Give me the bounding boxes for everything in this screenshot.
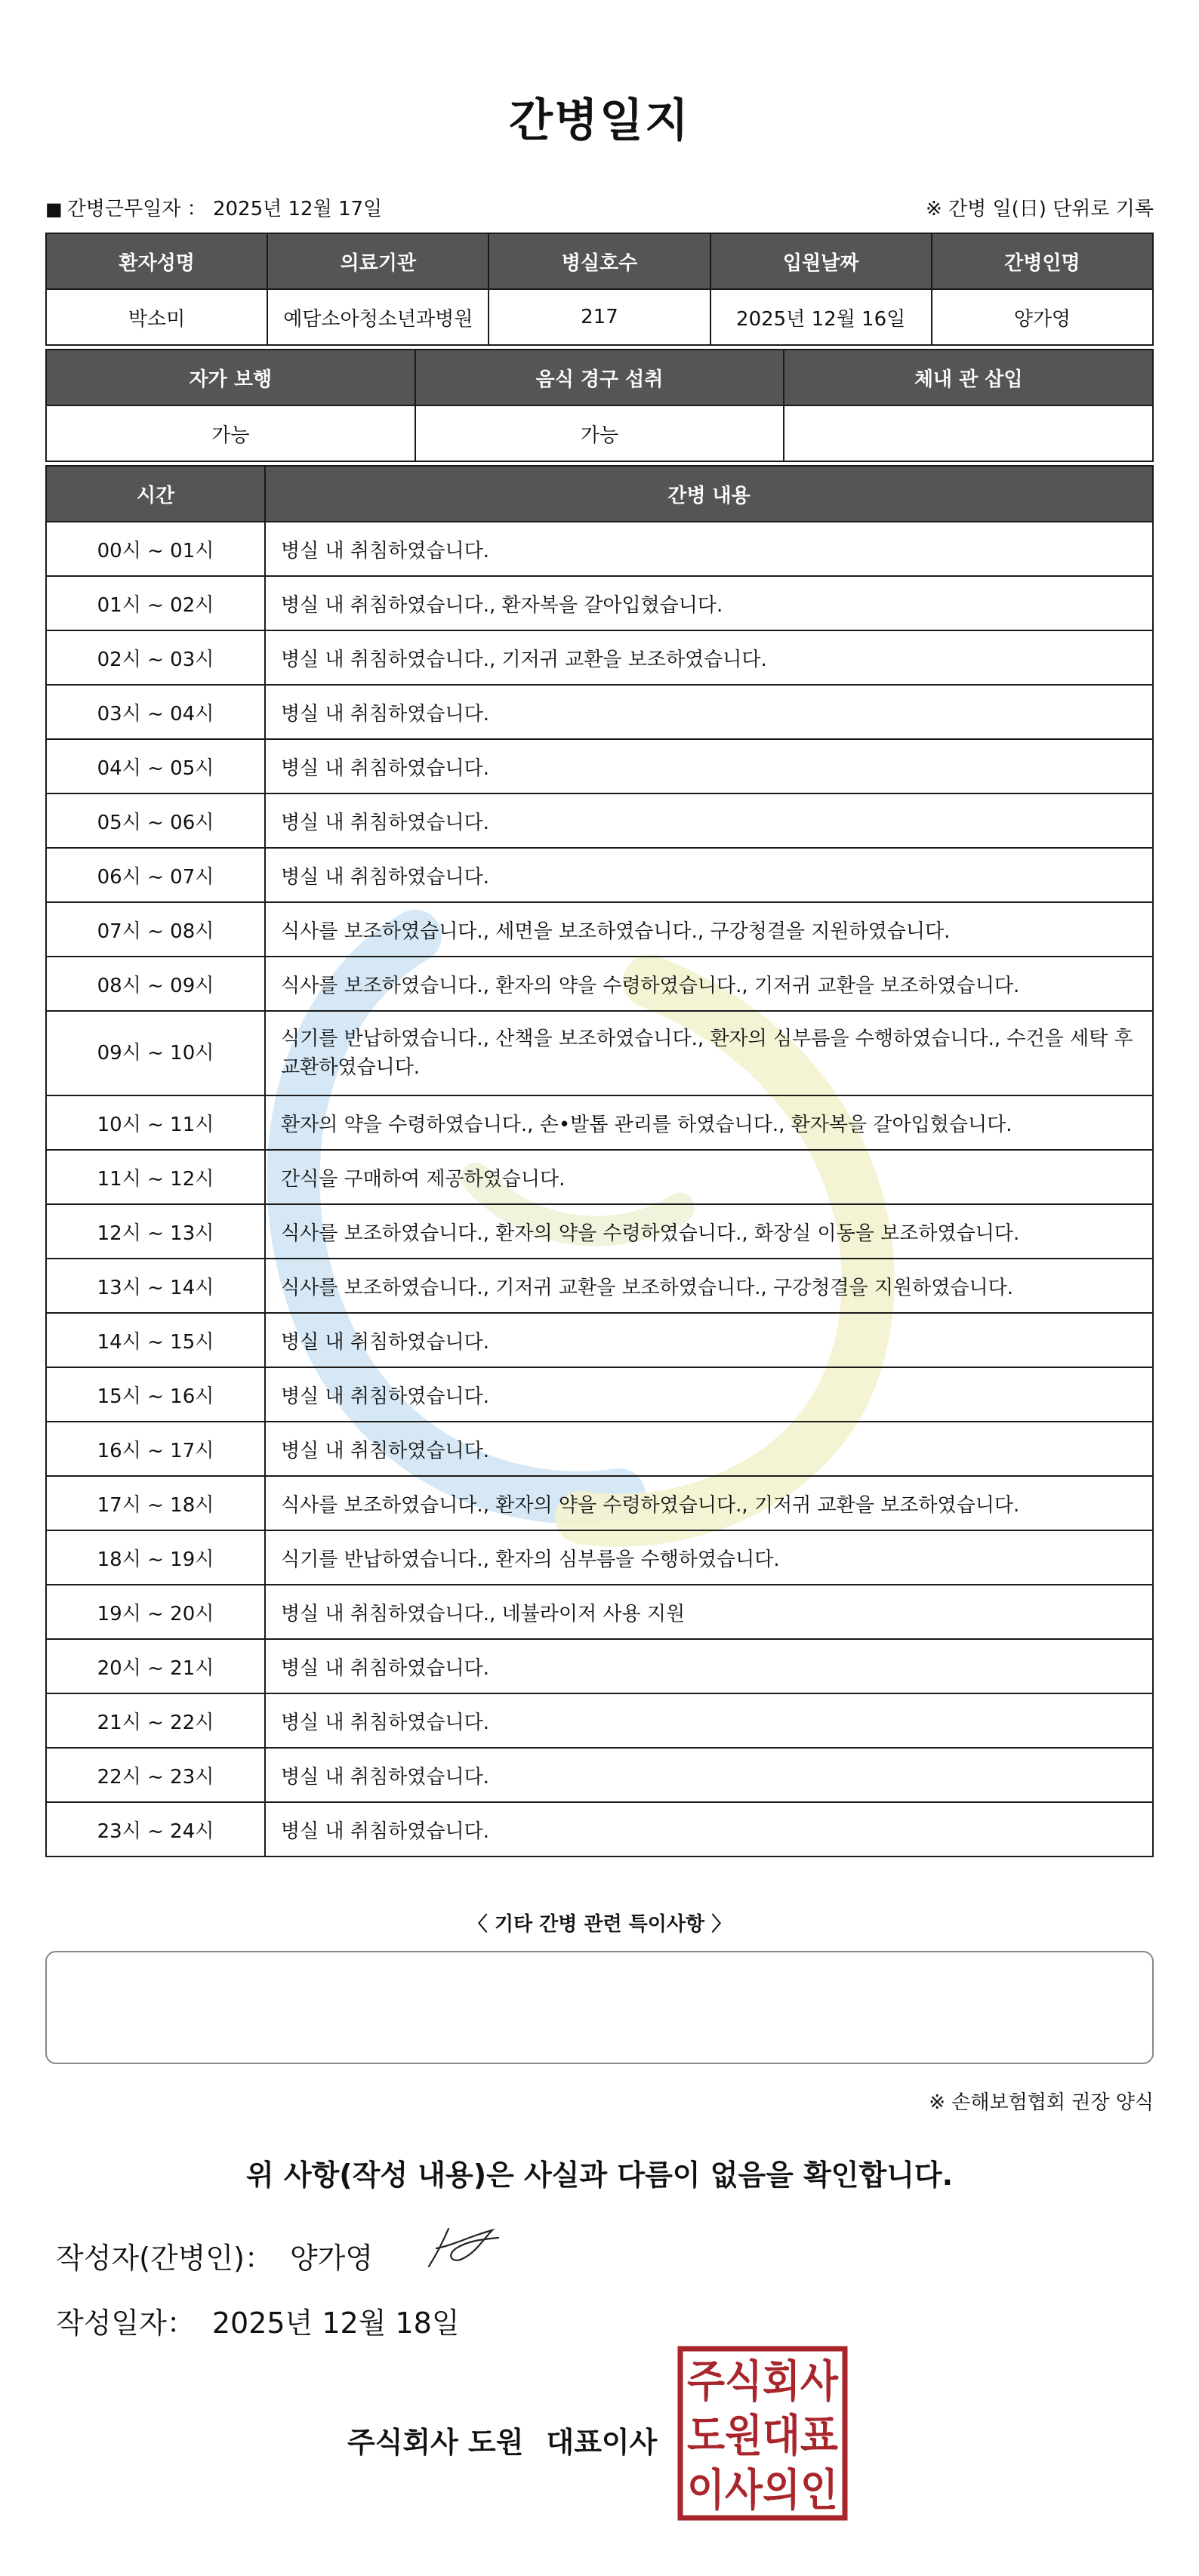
log-content-cell: 식기를 반납하였습니다., 환자의 심부름을 수행하였습니다. xyxy=(265,1530,1153,1585)
header-patient-name: 환자성명 xyxy=(46,233,267,289)
log-content-cell: 병실 내 취침하였습니다., 기저귀 교환을 보조하였습니다. xyxy=(265,630,1153,685)
log-content-cell: 식사를 보조하였습니다., 환자의 약을 수령하였습니다., 기저귀 교환을 보조하였습니다. xyxy=(265,1476,1153,1530)
work-date-info xyxy=(45,193,382,221)
log-time-cell: 00시 ~ 01시 xyxy=(46,522,265,576)
log-time-cell: 11시 ~ 12시 xyxy=(46,1150,265,1204)
table-row xyxy=(46,522,1153,576)
log-time-cell: 21시 ~ 22시 xyxy=(46,1693,265,1748)
writer-name: 양가영 xyxy=(289,2242,374,2275)
log-content-cell: 병실 내 취침하였습니다. xyxy=(265,1802,1153,1857)
log-content-cell: 병실 내 취침하였습니다. xyxy=(265,1748,1153,1802)
log-time-cell: 18시 ~ 19시 xyxy=(46,1530,265,1585)
seal-line-3: 이사의인 xyxy=(687,2464,838,2516)
header-self-walking: 자가 보행 xyxy=(46,350,415,405)
log-content-cell: 병실 내 취침하였습니다. xyxy=(265,848,1153,902)
room-number-value: 217 xyxy=(489,289,710,345)
table-row xyxy=(46,902,1153,957)
log-time-cell: 14시 ~ 15시 xyxy=(46,1313,265,1367)
table-row xyxy=(46,1204,1153,1259)
table-row xyxy=(46,1367,1153,1422)
log-content-cell: 식사를 보조하였습니다., 환자의 약을 수령하였습니다., 화장실 이동을 보조하였습니다. xyxy=(265,1204,1153,1259)
log-time-cell: 12시 ~ 13시 xyxy=(46,1204,265,1259)
self-walking-value: 가능 xyxy=(46,405,415,461)
company-seal-stamp xyxy=(677,2345,849,2522)
log-time-cell: 22시 ~ 23시 xyxy=(46,1748,265,1802)
table-row xyxy=(46,1585,1153,1639)
table-row xyxy=(46,1150,1153,1204)
header-institution: 의료기관 xyxy=(267,233,489,289)
log-content-cell: 식사를 보조하였습니다., 세면을 보조하였습니다., 구강청결을 지원하였습니다. xyxy=(265,902,1153,957)
log-content-cell: 병실 내 취침하였습니다. xyxy=(265,1313,1153,1367)
log-time-cell: 17시 ~ 18시 xyxy=(46,1476,265,1530)
caregiver-name-value: 양가영 xyxy=(932,289,1153,345)
log-content-cell: 병실 내 취침하였습니다. xyxy=(265,1367,1153,1422)
header-room-number: 병실호수 xyxy=(489,233,710,289)
log-content-cell: 환자의 약을 수령하였습니다., 손•발톱 관리를 하였습니다., 환자복을 갈아입혔습니다. xyxy=(265,1095,1153,1150)
table-row xyxy=(46,630,1153,685)
log-content-cell: 병실 내 취침하였습니다. xyxy=(265,1639,1153,1693)
header-oral-intake: 음식 경구 섭취 xyxy=(415,350,784,405)
write-date-line xyxy=(56,2300,460,2341)
log-time-cell: 03시 ~ 04시 xyxy=(46,685,265,739)
table-row xyxy=(46,1639,1153,1693)
log-content-cell: 병실 내 취침하였습니다. xyxy=(265,1422,1153,1476)
log-time-cell: 16시 ~ 17시 xyxy=(46,1422,265,1476)
oral-intake-value: 가능 xyxy=(415,405,784,461)
care-log-table xyxy=(45,465,1154,1857)
table-row xyxy=(46,1259,1153,1313)
log-time-cell: 23시 ~ 24시 xyxy=(46,1802,265,1857)
log-time-cell: 01시 ~ 02시 xyxy=(46,576,265,630)
patient-name-value: 박소미 xyxy=(46,289,267,345)
log-content-cell: 병실 내 취침하였습니다. xyxy=(265,739,1153,793)
company-name: 주식회사 도원 xyxy=(347,2426,524,2459)
log-time-cell: 20시 ~ 21시 xyxy=(46,1639,265,1693)
write-date-value: 2025년 12월 18일 xyxy=(211,2306,460,2340)
header-time: 시간 xyxy=(46,466,265,522)
table-row xyxy=(46,1802,1153,1857)
patient-status-table xyxy=(45,349,1154,462)
work-date-separator: ： xyxy=(186,198,207,220)
log-content-cell: 병실 내 취침하였습니다. xyxy=(265,793,1153,848)
table-row xyxy=(46,1095,1153,1150)
tube-insertion-value xyxy=(784,405,1153,461)
table-row xyxy=(46,1011,1153,1095)
square-bullet-icon: ■ xyxy=(45,199,63,220)
table-row xyxy=(46,793,1153,848)
patient-info-table xyxy=(45,233,1154,346)
log-time-cell: 08시 ~ 09시 xyxy=(46,957,265,1011)
log-time-cell: 13시 ~ 14시 xyxy=(46,1259,265,1313)
header-tube-insertion: 체내 관 삽입 xyxy=(784,350,1153,405)
log-time-cell: 04시 ~ 05시 xyxy=(46,739,265,793)
table-row xyxy=(46,1422,1153,1476)
log-content-cell: 식사를 보조하였습니다., 환자의 약을 수령하였습니다., 기저귀 교환을 보조하였습니다. xyxy=(265,957,1153,1011)
table-row xyxy=(46,576,1153,630)
page-title: 간병일지 xyxy=(509,94,690,147)
table-row xyxy=(46,1693,1153,1748)
log-time-cell: 15시 ~ 16시 xyxy=(46,1367,265,1422)
log-time-cell: 19시 ~ 20시 xyxy=(46,1585,265,1639)
header-caregiver-name: 간병인명 xyxy=(932,233,1153,289)
log-content-cell: 간식을 구매하여 제공하였습니다. xyxy=(265,1150,1153,1204)
work-date-label: 간병근무일자 xyxy=(66,198,181,220)
table-row xyxy=(46,1476,1153,1530)
table-row xyxy=(46,1313,1153,1367)
log-content-cell: 병실 내 취침하였습니다. xyxy=(265,522,1153,576)
log-time-cell: 02시 ~ 03시 xyxy=(46,630,265,685)
handwritten-signature xyxy=(423,2223,506,2276)
table-row xyxy=(46,1530,1153,1585)
log-time-cell: 06시 ~ 07시 xyxy=(46,848,265,902)
log-content-cell: 병실 내 취침하였습니다., 환자복을 갈아입혔습니다. xyxy=(265,576,1153,630)
table-row xyxy=(46,1748,1153,1802)
table-row xyxy=(46,685,1153,739)
log-time-cell: 09시 ~ 10시 xyxy=(46,1011,265,1095)
notes-box xyxy=(45,1951,1154,2064)
log-content-cell: 식사를 보조하였습니다., 기저귀 교환을 보조하였습니다., 구강청결을 지원하였습니다. xyxy=(265,1259,1153,1313)
log-content-cell: 병실 내 취침하였습니다., 네뷸라이저 사용 지원 xyxy=(265,1585,1153,1639)
writer-label: 작성자(간병인)： xyxy=(56,2242,273,2275)
log-content-cell: 병실 내 취침하였습니다. xyxy=(265,1693,1153,1748)
work-date-value: 2025년 12월 17일 xyxy=(212,198,383,220)
admission-date-value: 2025년 12월 16일 xyxy=(710,289,932,345)
write-date-label: 작성일자： xyxy=(56,2306,196,2340)
log-time-cell: 10시 ~ 11시 xyxy=(46,1095,265,1150)
table-row xyxy=(46,848,1153,902)
header-care-content: 간병 내용 xyxy=(265,466,1153,522)
seal-line-2: 도원대표 xyxy=(687,2410,838,2461)
table-row xyxy=(46,957,1153,1011)
log-time-cell: 07시 ~ 08시 xyxy=(46,902,265,957)
header-admission-date: 입원날짜 xyxy=(710,233,932,289)
form-note: ※ 손해보험협회 권장 양식 xyxy=(929,2091,1154,2114)
company-ceo-title: 대표이사 xyxy=(546,2426,658,2459)
company-line xyxy=(347,2419,657,2460)
notes-title: 〈 기타 간병 관련 특이사항 〉 xyxy=(467,1913,732,1936)
log-time-cell: 05시 ~ 06시 xyxy=(46,793,265,848)
log-content-cell: 병실 내 취침하였습니다. xyxy=(265,685,1153,739)
log-content-cell: 식기를 반납하였습니다., 산책을 보조하였습니다., 환자의 심부름을 수행하였습니다., 수건을 세탁 후 교환하였습니다. xyxy=(265,1011,1153,1095)
institution-value: 예담소아청소년과병원 xyxy=(267,289,489,345)
table-row xyxy=(46,739,1153,793)
writer-line xyxy=(56,2235,373,2276)
confirmation-statement: 위 사항(작성 내용)은 사실과 다름이 없음을 확인합니다. xyxy=(245,2158,954,2192)
seal-line-1: 주식회사 xyxy=(687,2356,839,2407)
unit-note: ※ 간병 일(日) 단위로 기록 xyxy=(925,198,1154,220)
